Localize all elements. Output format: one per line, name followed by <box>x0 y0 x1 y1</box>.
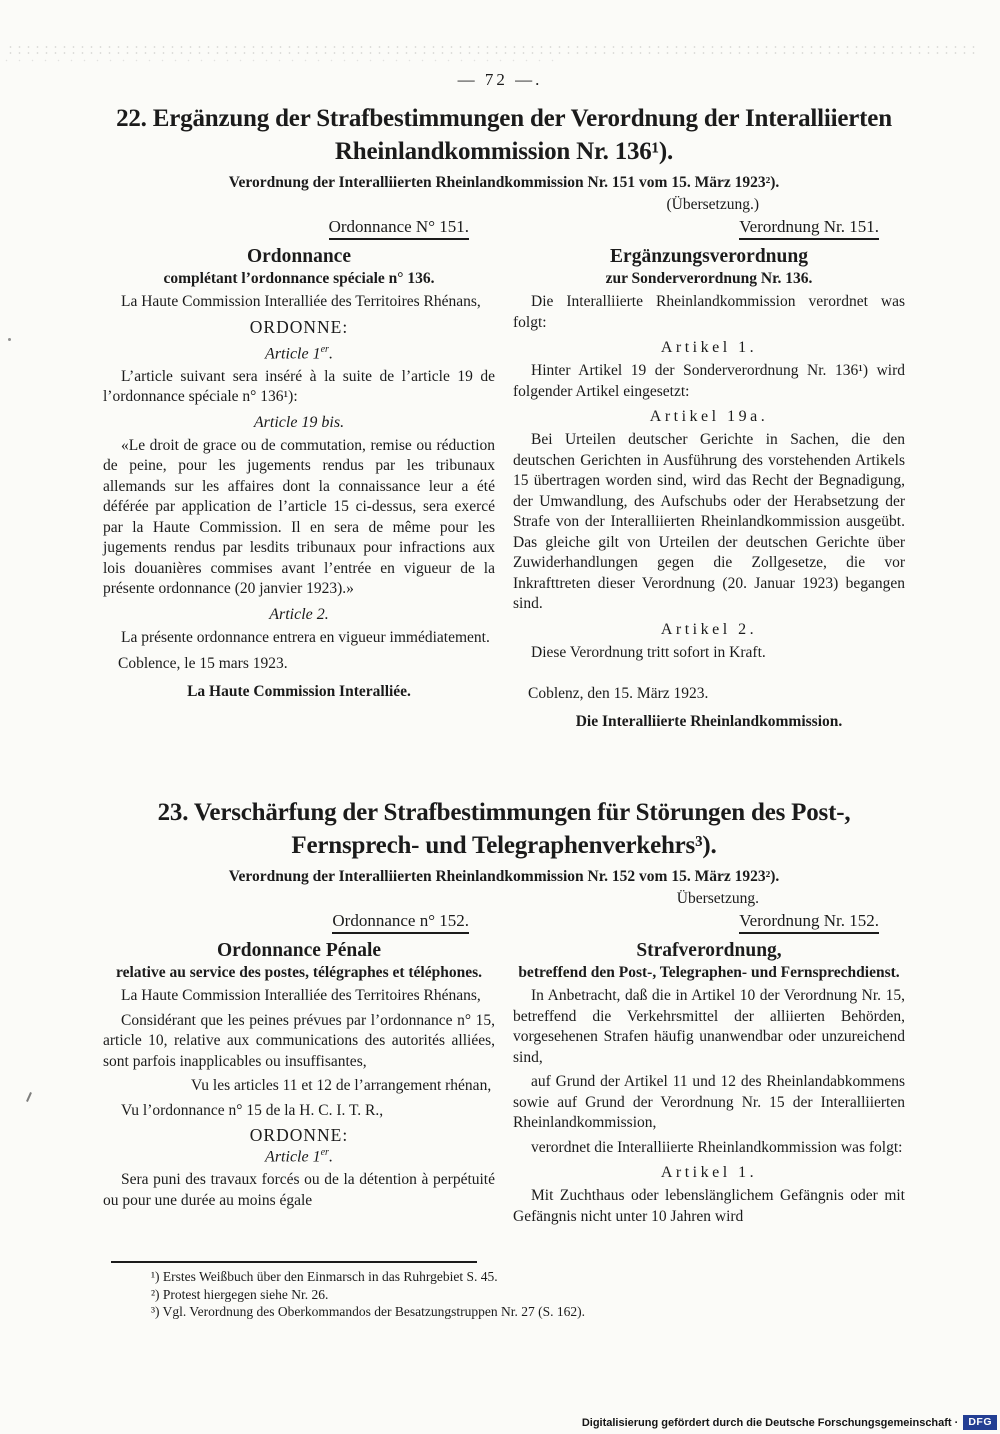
paragraph-de: Hinter Artikel 19 der Sonderverordnung Nr. 136¹) wird folgender Artikel eingesetzt: <box>513 362 905 400</box>
verordnung-152-header: Verordnung Nr. 152. <box>513 911 879 934</box>
scan-speck <box>8 338 11 341</box>
article-2-heading: Article 2. <box>269 605 329 623</box>
article-1-heading: Article 1er. <box>265 1147 333 1166</box>
paragraph-fr-vu-ordonnance: Vu l’ordonnance n° 15 de la H. C. I. T. R., <box>121 1101 384 1119</box>
section-23-subtitle: Verordnung der Interalliierten Rheinlandkommission Nr. 152 vom 15. März 1923²). <box>228 868 780 885</box>
paragraph-fr: L’article suivant sera inséré à la suite de l’article 19 de l’ordonnance spéciale n° 136¹): <box>103 367 495 406</box>
ordonne-label: ORDONNE: <box>249 316 349 337</box>
paragraph-de: Diese Verordnung tritt sofort in Kraft. <box>531 643 766 661</box>
dfg-logo: DFG <box>963 1415 997 1430</box>
credit-text: Digitalisierung gefördert durch die Deutsche Forschungsgemeinschaft · <box>581 1416 959 1429</box>
verordnung-subtitle: zur Sonderverordnung Nr. 136. <box>605 270 813 287</box>
footnote-2: ²) Protest hiergegen siehe Nr. 26. <box>151 1286 329 1302</box>
heading-line-2: Rheinlandkommission Nr. 136¹). <box>334 138 674 165</box>
ordonnance-152-header: Ordonnance n° 152. <box>103 911 469 934</box>
page-number: — 72 —. <box>457 70 543 89</box>
verordnung-151-header: Verordnung Nr. 151. <box>513 217 879 240</box>
section-22-heading <box>103 102 905 168</box>
german-column-23 <box>513 911 905 1227</box>
ordonnance-penale-subtitle: relative au service des postes, télégraphes et téléphones. <box>115 964 483 981</box>
verordnung-title: Ergänzungsverordnung <box>610 246 808 267</box>
ordonnance-151-header: Ordonnance N° 151. <box>103 217 469 240</box>
article-19bis-heading: Article 19 bis. <box>253 413 345 431</box>
artikel-19a-heading: Artikel 19a. <box>649 408 769 425</box>
artikel-2-heading: Artikel 2. <box>660 620 758 638</box>
artikel-1-heading: Artikel 1. <box>660 1164 758 1181</box>
paragraph-de: Mit Zuchthaus oder lebenslänglichem Gefängnis oder mit Gefängnis nicht unter 10 Jahren wird <box>513 1187 905 1225</box>
heading-line-2: Fernsprech- und Telegraphenverkehrs³). <box>291 832 717 859</box>
paragraph-de: verordnet die Interalliierte Rheinlandkommission was folgt: <box>531 1138 903 1156</box>
footnote-rule <box>111 1261 477 1263</box>
french-column-22 <box>103 217 495 731</box>
signature-de: Die Interalliierte Rheinlandkommission. <box>575 713 843 730</box>
scan-speck <box>26 1092 32 1102</box>
date-line-fr: Coblence, le 15 mars 1923. <box>118 655 288 673</box>
section-23-columns <box>103 911 905 1227</box>
signature-fr: La Haute Commission Interalliée. <box>187 683 411 701</box>
section-23 <box>103 796 905 1227</box>
artikel-1-heading: Artikel 1. <box>660 339 758 356</box>
ordonnance-title: Ordonnance <box>246 246 351 267</box>
paragraph-de: Die Interalliierte Rheinlandkommission verordnet was folgt: <box>513 293 905 331</box>
paragraph-de: Bei Urteilen deutscher Gerichte in Sachen, die den deutschen Gerichten in Ausführung des vorstehenden Artikels 15 übertragen worden sind, wird das Recht der Begnadigung, der Umwandlung, des Aufschubs oder der Herabsetzung der Strafe von der Interalliierten Rheinlandkommission ausgeübt. Das gleiche gilt von Urteilen der deutschen Gerichte über Zuwiderhandlungen gegen die Zollgesetze, die vor Inkrafttreten dieser Verordnung (20. Januar 1923) begangen sind. <box>513 431 905 612</box>
paragraph-fr: La Haute Commission Interalliée des Territoires Rhénans, <box>121 293 481 310</box>
paragraph-fr: La Haute Commission Interalliée des Territoires Rhénans, <box>121 987 481 1004</box>
paragraph-de: auf Grund der Artikel 11 und 12 des Rheinlandabkommens sowie auf Grund der Verordnung Nr. 15 der Interalliierten Rheinlandkommission, <box>513 1073 905 1131</box>
scan-noise <box>6 44 978 58</box>
date-line-de: Coblenz, den 15. März 1923. <box>528 685 709 702</box>
ordonne-label: ORDONNE: <box>249 1125 349 1145</box>
section-22-columns <box>103 217 905 731</box>
footnote-3: ³) Vgl. Verordnung des Oberkommandos der Besatzungstruppen Nr. 27 (S. 162). <box>151 1304 585 1319</box>
paragraph-fr: Considérant que les peines prévues par l’ordonnance n° 15, article 10, relative aux communications des autorités alliées, sont parfois inapplicables ou insuffisantes, <box>103 1011 495 1070</box>
section-23-heading <box>103 796 905 862</box>
ordonnance-subtitle: complétant l’ordonnance spéciale n° 136. <box>163 270 435 287</box>
paragraph-de: In Anbetracht, daß die in Artikel 10 der Verordnung Nr. 15, betreffend die Verkehrsmittel der alliierten Behörden, vorgesehenen Strafen häufig unanwendbar oder unzureichend sind, <box>513 987 905 1066</box>
paragraph-fr-vu-articles: Vu les articles 11 et 12 de l’arrangement rhénan, <box>191 1077 492 1094</box>
section-22-subtitle: Verordnung der Interalliierten Rheinlandkommission Nr. 151 vom 15. März 1923²). <box>228 174 780 191</box>
article-1-heading: Article 1er. <box>265 343 333 362</box>
scan-noise <box>0 57 560 65</box>
paragraph-fr: La présente ordonnance entrera en vigueur immédiatement. <box>121 628 490 646</box>
paragraph-fr: Sera puni des travaux forcés ou de la détention à perpétuité ou pour une durée au moins égale <box>103 1171 495 1209</box>
german-column-22 <box>513 217 905 731</box>
translation-note-23: Übersetzung. <box>676 890 759 907</box>
ordonnance-penale-title: Ordonnance Pénale <box>216 940 382 961</box>
paragraph-fr: «Le droit de grace ou de commutation, remise ou réduction de peine, pour les jugements rendus par les tribunaux allemands sur les affaires dont la connaissance leur a été déférée par application de l’article 15 ci-dessus, sera exercé par la Haute Commission. Il en sera de même pour les jugements rendus par lesdits tribunaux pour infractions aux lois douanières commises avant l’entrée en vigueur de la présente ordonnance (20 janvier 1923).» <box>103 436 495 598</box>
digitization-credit <box>582 1415 997 1430</box>
translation-note-22: (Übersetzung.) <box>666 196 759 213</box>
heading-line-1: 22. Ergänzung der Strafbestimmungen der Verordnung der Interalliierten <box>116 105 892 132</box>
section-22 <box>103 102 905 731</box>
footnote-1: ¹) Erstes Weißbuch über den Einmarsch in das Ruhrgebiet S. 45. <box>151 1269 498 1284</box>
french-column-23 <box>103 911 495 1227</box>
footnotes-block <box>103 1261 905 1321</box>
heading-line-1: 23. Verschärfung der Strafbestimmungen für Störungen des Post-, <box>157 799 851 826</box>
strafverordnung-subtitle: betreffend den Post-, Telegraphen- und Fernsprechdienst. <box>518 964 900 981</box>
strafverordnung-title: Strafverordnung, <box>636 940 782 961</box>
